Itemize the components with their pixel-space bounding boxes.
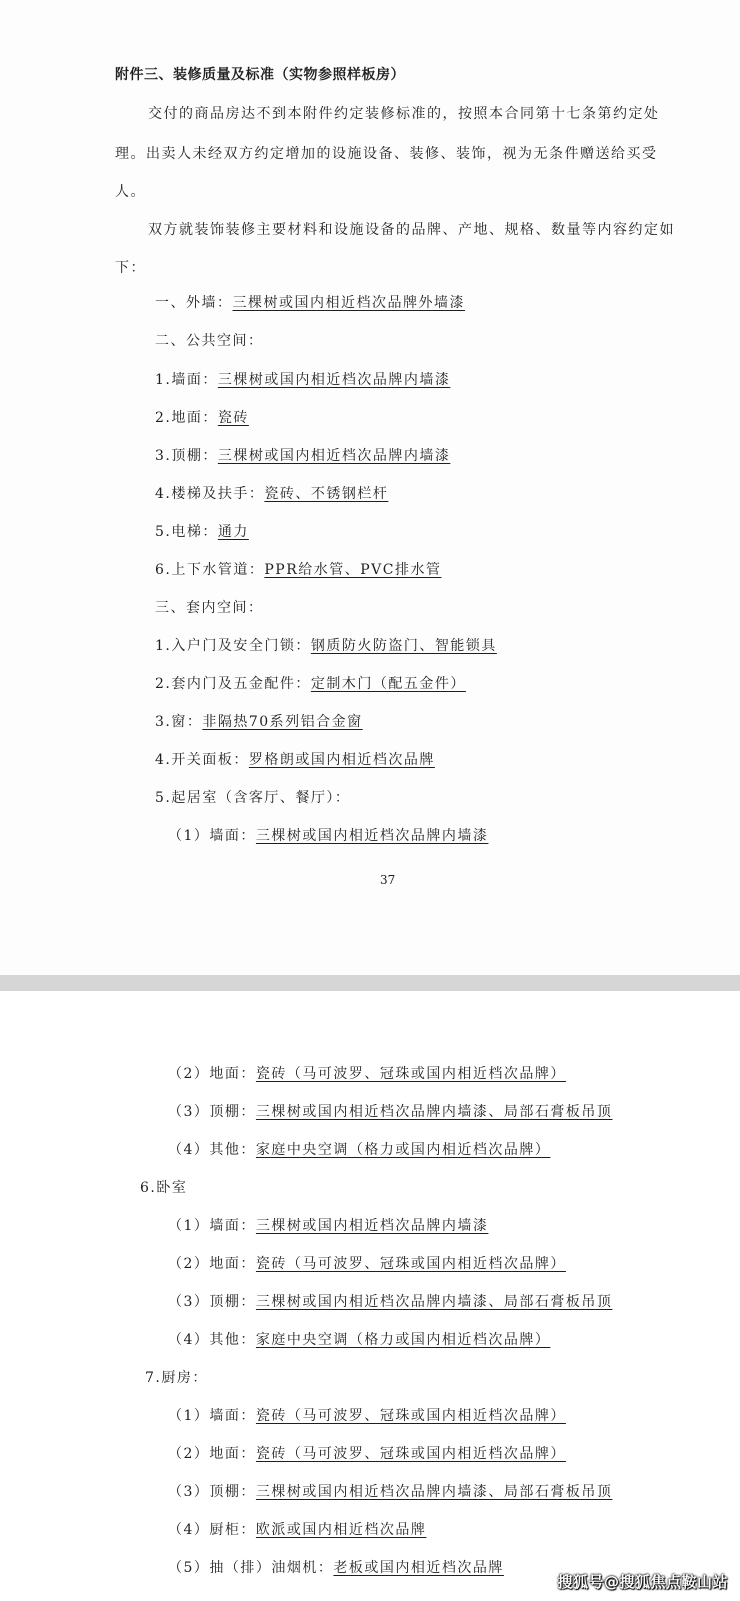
appendix-heading: 附件三、装修质量及标准（实物参照样板房） <box>115 67 405 83</box>
spec-label: 5.起居室（含客厅、餐厅）： <box>155 790 351 806</box>
spec-item <box>155 560 441 580</box>
spec-value: 瓷砖（马可波罗、冠珠或国内相近档次品牌） <box>255 1256 566 1272</box>
spec-value: 非隔热70系列铝合金窗 <box>202 714 363 730</box>
spec-label: 6.上下水管道： <box>155 562 265 578</box>
spec-label: 5.电梯： <box>155 524 218 540</box>
spec-item <box>155 636 497 656</box>
spec-item <box>155 522 249 542</box>
spec-label: 三、套内空间： <box>155 600 264 616</box>
spec-label: 4.楼梯及扶手： <box>155 486 265 502</box>
spec-value: 瓷砖、不锈钢栏杆 <box>264 486 389 502</box>
spec-item <box>168 1330 550 1350</box>
spec-item <box>168 1406 566 1426</box>
spec-value: 瓷砖 <box>217 410 249 426</box>
spec-label: 1.入户门及安全门锁： <box>155 638 311 654</box>
spec-value: 三棵树或国内相近档次品牌内墙漆 <box>217 448 451 464</box>
spec-value: 定制木门（配五金件） <box>310 676 466 692</box>
spec-value: 家庭中央空调（格力或国内相近档次品牌） <box>255 1332 551 1348</box>
section-heading <box>155 598 264 618</box>
spec-label: 1.墙面： <box>155 372 218 388</box>
spec-value: 瓷砖（马可波罗、冠珠或国内相近档次品牌） <box>255 1066 566 1082</box>
spec-label: 3.顶棚： <box>155 448 218 464</box>
spec-value: 三棵树或国内相近档次品牌内墙漆 <box>255 1218 489 1234</box>
spec-value: 欧派或国内相近档次品牌 <box>255 1522 427 1538</box>
page-separator <box>0 975 740 991</box>
spec-item <box>168 1444 566 1464</box>
spec-item <box>155 408 249 428</box>
spec-label: （1）墙面： <box>168 1218 256 1234</box>
spec-item <box>155 674 466 694</box>
spec-label: （3）顶棚： <box>168 1294 256 1310</box>
spec-item <box>155 712 363 732</box>
spec-label: 6.卧室 <box>140 1180 188 1196</box>
spec-item <box>168 1520 426 1540</box>
spec-item <box>155 446 450 466</box>
spec-item <box>168 1216 488 1236</box>
page-number: 37 <box>380 873 396 887</box>
spec-value: 三棵树或国内相近档次品牌内墙漆、局部石膏板吊顶 <box>255 1104 613 1120</box>
section-heading <box>155 331 264 351</box>
spec-item <box>168 1254 566 1274</box>
spec-value: 家庭中央空调（格力或国内相近档次品牌） <box>255 1142 551 1158</box>
spec-value: 老板或国内相近档次品牌 <box>333 1560 504 1576</box>
spec-value: 瓷砖（马可波罗、冠珠或国内相近档次品牌） <box>255 1446 566 1462</box>
spec-label: 2.地面： <box>155 410 218 426</box>
spec-item <box>155 293 465 313</box>
spec-label: （3）顶棚： <box>168 1484 256 1500</box>
spec-label: （4）厨柜： <box>168 1522 256 1538</box>
spec-item <box>168 1140 550 1160</box>
spec-label: 7.厨房： <box>145 1370 208 1386</box>
spec-value: 三棵树或国内相近档次品牌内墙漆 <box>255 828 489 844</box>
spec-value: 通力 <box>217 524 249 540</box>
spec-label: （2）地面： <box>168 1066 256 1082</box>
document-page-38 <box>0 991 740 1601</box>
spec-value: PPR给水管、PVC排水管 <box>264 562 442 578</box>
paragraph-line: 人。 <box>115 184 146 200</box>
spec-label: 二、公共空间： <box>155 333 264 349</box>
section-heading <box>140 1178 187 1198</box>
spec-label: 3.窗： <box>155 714 203 730</box>
spec-label: （3）顶棚： <box>168 1104 256 1120</box>
spec-label: （4）其他： <box>168 1142 256 1158</box>
paragraph-line: 下： <box>115 260 146 276</box>
spec-item <box>168 1292 612 1312</box>
spec-value: 三棵树或国内相近档次品牌内墙漆、局部石膏板吊顶 <box>255 1484 613 1500</box>
spec-label: （2）地面： <box>168 1256 256 1272</box>
spec-item <box>168 1064 566 1084</box>
spec-label: 2.套内门及五金配件： <box>155 676 311 692</box>
spec-label: （1）墙面： <box>168 1408 256 1424</box>
paragraph-line: 双方就装饰装修主要材料和设施设备的品牌、产地、规格、数量等内容约定如 <box>148 222 675 238</box>
spec-item <box>168 826 488 846</box>
section-heading <box>145 1368 208 1388</box>
spec-item <box>168 1482 612 1502</box>
section-heading <box>155 788 350 808</box>
spec-label: （4）其他： <box>168 1332 256 1348</box>
spec-value: 三棵树或国内相近档次品牌内墙漆 <box>217 372 451 388</box>
spec-item <box>155 370 450 390</box>
spec-label: （5）抽（排）油烟机： <box>168 1560 334 1576</box>
spec-value: 三棵树或国内相近档次品牌外墙漆 <box>232 295 465 311</box>
spec-value: 三棵树或国内相近档次品牌内墙漆、局部石膏板吊顶 <box>255 1294 613 1310</box>
spec-label: 一、外墙： <box>155 295 233 311</box>
spec-label: 4.开关面板： <box>155 752 249 768</box>
spec-value: 罗格朗或国内相近档次品牌 <box>248 752 435 768</box>
paragraph-line: 交付的商品房达不到本附件约定装修标准的，按照本合同第十七条第约定处 <box>148 106 660 122</box>
spec-value: 钢质防火防盗门、智能锁具 <box>310 638 497 654</box>
spec-value: 瓷砖（马可波罗、冠珠或国内相近档次品牌） <box>255 1408 566 1424</box>
source-watermark: 搜狐号@搜狐焦点鞍山站 <box>557 1573 728 1591</box>
spec-item <box>155 484 388 504</box>
spec-item <box>168 1102 612 1122</box>
paragraph-line: 理。出卖人未经双方约定增加的设施设备、装修、装饰，视为无条件赠送给买受 <box>115 146 658 162</box>
spec-label: （2）地面： <box>168 1446 256 1462</box>
spec-item <box>155 750 435 770</box>
spec-label: （1）墙面： <box>168 828 256 844</box>
spec-item <box>168 1558 504 1578</box>
